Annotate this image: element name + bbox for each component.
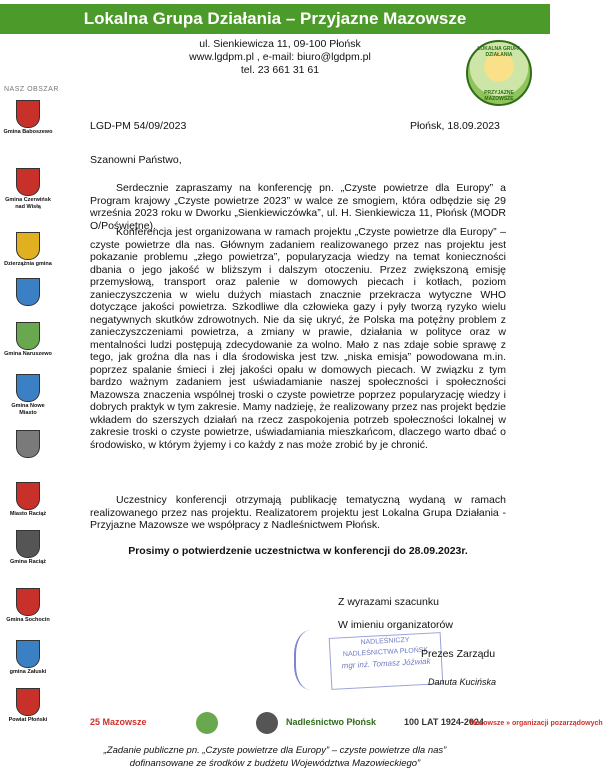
greeting: Szanowni Państwo, bbox=[90, 154, 182, 166]
crest-icon bbox=[16, 232, 40, 260]
forestry-stamp bbox=[329, 632, 444, 690]
web-email-line[interactable]: www.lgdpm.pl , e-mail: biuro@lgdpm.pl bbox=[189, 51, 371, 63]
rsvp-request: Prosimy o potwierdzenie uczestnictwa w konferencji do 28.09.2023r. bbox=[128, 545, 468, 557]
sidebar-item-11 bbox=[2, 688, 54, 724]
sidebar-item-label: Gmina Nowe Miasto bbox=[11, 403, 45, 416]
sidebar-item-label: Powiat Płoński bbox=[8, 717, 48, 723]
president-signature: Danuta Kucińska bbox=[428, 677, 497, 687]
sidebar-item-4 bbox=[2, 322, 54, 358]
sidebar-item-9 bbox=[2, 588, 54, 624]
page-title: Lokalna Grupa Działania – Przyjazne Mazowsze bbox=[83, 9, 467, 28]
sidebar-item-10 bbox=[2, 640, 54, 676]
sidebar-item-label: Gmina Sochocin bbox=[6, 617, 50, 623]
sidebar-item-label: Gmina Baboszewo bbox=[3, 129, 53, 135]
sidebar-item-5 bbox=[2, 374, 54, 417]
stamp-name: mgr inż. Tomasz Jóźwiak bbox=[341, 656, 431, 671]
sidebar-item-label: Gmina Raciąż bbox=[9, 559, 47, 565]
sidebar-item-7 bbox=[2, 482, 54, 518]
sidebar-item-3 bbox=[2, 278, 54, 307]
reference-number: LGD-PM 54/09/2023 bbox=[90, 120, 187, 132]
crest-icon bbox=[16, 100, 40, 128]
lgd-logo bbox=[466, 40, 532, 106]
funding-note bbox=[0, 744, 550, 770]
footer-logo-label: Mazowsze » organizacji pozarządowych bbox=[470, 720, 603, 727]
crest-icon bbox=[16, 530, 40, 558]
funding-note-line-1: „Zadanie publiczne pn. „Czyste powietrze dla Europy” – czyste powietrze dla nas” bbox=[103, 745, 447, 756]
president-title: Prezes Zarządu bbox=[421, 648, 496, 660]
sidebar-title: NASZ OBSZAR bbox=[4, 86, 59, 93]
sidebar-item-label: Miasto Raciąż bbox=[9, 511, 47, 517]
sidebar-item-6 bbox=[2, 430, 54, 459]
crest-icon bbox=[16, 168, 40, 196]
footer-logo-icon bbox=[256, 712, 278, 734]
paragraph-participants: Uczestnicy konferencji otrzymają publikację tematyczną wydaną w ramach realizowanego przez nas projektu. Realizatorem projektu jest Lokalna Grupa Działania - Przyjazne Mazowsze we współpracy z Nadleśnictwem Płońsk. bbox=[90, 494, 506, 531]
crest-icon bbox=[16, 430, 40, 458]
contact-block bbox=[150, 38, 410, 77]
paragraph-project: Konferencja jest organizowana w ramach projektu „Czyste powietrze dla Europy” – czyste powietrze dla nas. Głównym zadaniem realizowanego przez nas projektu jest pokazanie problemu „złego powietrza”, popularyzacja wiedzy na temat konieczności dbania o jego jakość w bliższym i dalszym otoczeniu. Przez zwiększoną emisję przemysłową, transport oraz palenie w domowych piecach i kotłach, poziom zanieczyszczenia w wielu dużych miastach znacznie przekracza wytyczne WHO dotyczące jakości powietrza. Szkodliwe dla człowieka gazy i pyły tworzą ryzyko wielu negatywnych skutków zdrowotnych. Nie da się ukryć, że Polska ma potężny problem z zanieczyszczeniami powietrza, a zmiany w prawie, działania w polityce oraz w mentalności ludzi postępują zdecydowanie za wolno. Mało z nas zdaje sobie sprawę z tego, jak groźna dla nas i dla środowiska jest tzw. „niska emisja” powodowana m.in. poprzez spalanie śmieci i złej jakości opału w domowych piecach. W związku z tym bardzo ważnym zadaniem jest uświadamianie naszej społeczności i społeczności Mazowsza znaczenia wspólnej troski o czyste powietrze poprzez popularyzację wiedzy i dobrych praktyk w tym zakresie. Mamy nadzieję, że realizowany przez nas projekt będzie wkładem do szerszych działań na rzecz zaspokojenia potrzeb społeczności lokalnej w zakresie troski o czyste powietrze, uświadamiania mieszkańcom, dlaczego warto dbać o środowisko, w którym żyjemy i co każdy z nas może zrobić by je chronić. bbox=[90, 226, 506, 451]
sidebar-item-0 bbox=[2, 100, 54, 136]
closing-block bbox=[338, 591, 453, 637]
sidebar-item-8 bbox=[2, 530, 54, 566]
crest-icon bbox=[16, 374, 40, 402]
footer-logo-label: Nadleśnictwo Płońsk bbox=[286, 717, 377, 727]
footer-logos bbox=[86, 708, 603, 736]
crest-icon bbox=[16, 640, 40, 668]
closing-on-behalf: W imieniu organizatorów bbox=[338, 619, 453, 631]
footer-logo-0 bbox=[90, 708, 147, 736]
funding-note-line-2: dofinansowane ze środków z budżetu Województwa Mazowieckiego” bbox=[129, 758, 421, 769]
closing-regards: Z wyrazami szacunku bbox=[338, 596, 439, 608]
logo-text-bottom: PRZYJAZNE MAZOWSZE bbox=[484, 90, 514, 102]
crest-icon bbox=[16, 688, 40, 716]
sidebar-item-label: Dzierzążnia gmina bbox=[4, 261, 52, 267]
phone-line: tel. 23 661 31 61 bbox=[240, 64, 320, 76]
sidebar-item-1 bbox=[2, 168, 54, 211]
sidebar-item-label: gmina Załuski bbox=[9, 669, 47, 675]
crest-icon bbox=[16, 482, 40, 510]
sidebar-item-label: Gmina Czerwińsk nad Wisłą bbox=[5, 197, 51, 210]
paragraph-invitation: Serdecznie zapraszamy na konferencję pn. „Czyste powietrze dla Europy” a Program krajowy „Czyste powietrze 2023” w walce ze smogiem, która odbędzie się 29 września 2023 roku w Dworku „Sienkiewiczówka”, ul. H. Sienkiewicza 11, Płońsk (MODR O/Poświętne). bbox=[90, 182, 506, 232]
letter-date: Płońsk, 18.09.2023 bbox=[410, 120, 500, 132]
footer-logo-icon bbox=[196, 712, 218, 734]
crest-icon bbox=[16, 588, 40, 616]
footer-logo-1 bbox=[196, 708, 218, 736]
stamp-line-2: NADLEŚNICTWA PŁOŃSK bbox=[342, 646, 429, 659]
footer-logo-5 bbox=[470, 708, 603, 736]
logo-text-top: LOKALNA GRUPA DZIAŁANIA bbox=[477, 46, 521, 58]
footer-logo-2 bbox=[256, 708, 278, 736]
crest-icon bbox=[16, 322, 40, 350]
address-line: ul. Sienkiewicza 11, 09-100 Płońsk bbox=[199, 38, 361, 50]
stamp-line-1: NADLEŚNICZY bbox=[360, 636, 410, 647]
crest-icon bbox=[16, 278, 40, 306]
sidebar-item-2 bbox=[2, 232, 54, 268]
footer-logo-label: 25 Mazowsze bbox=[90, 717, 147, 727]
footer-logo-label: 100 LAT 1924-2024 bbox=[404, 717, 484, 727]
footer-logo-3 bbox=[286, 708, 376, 736]
sidebar-item-label: Gmina Naruszewo bbox=[4, 351, 52, 357]
